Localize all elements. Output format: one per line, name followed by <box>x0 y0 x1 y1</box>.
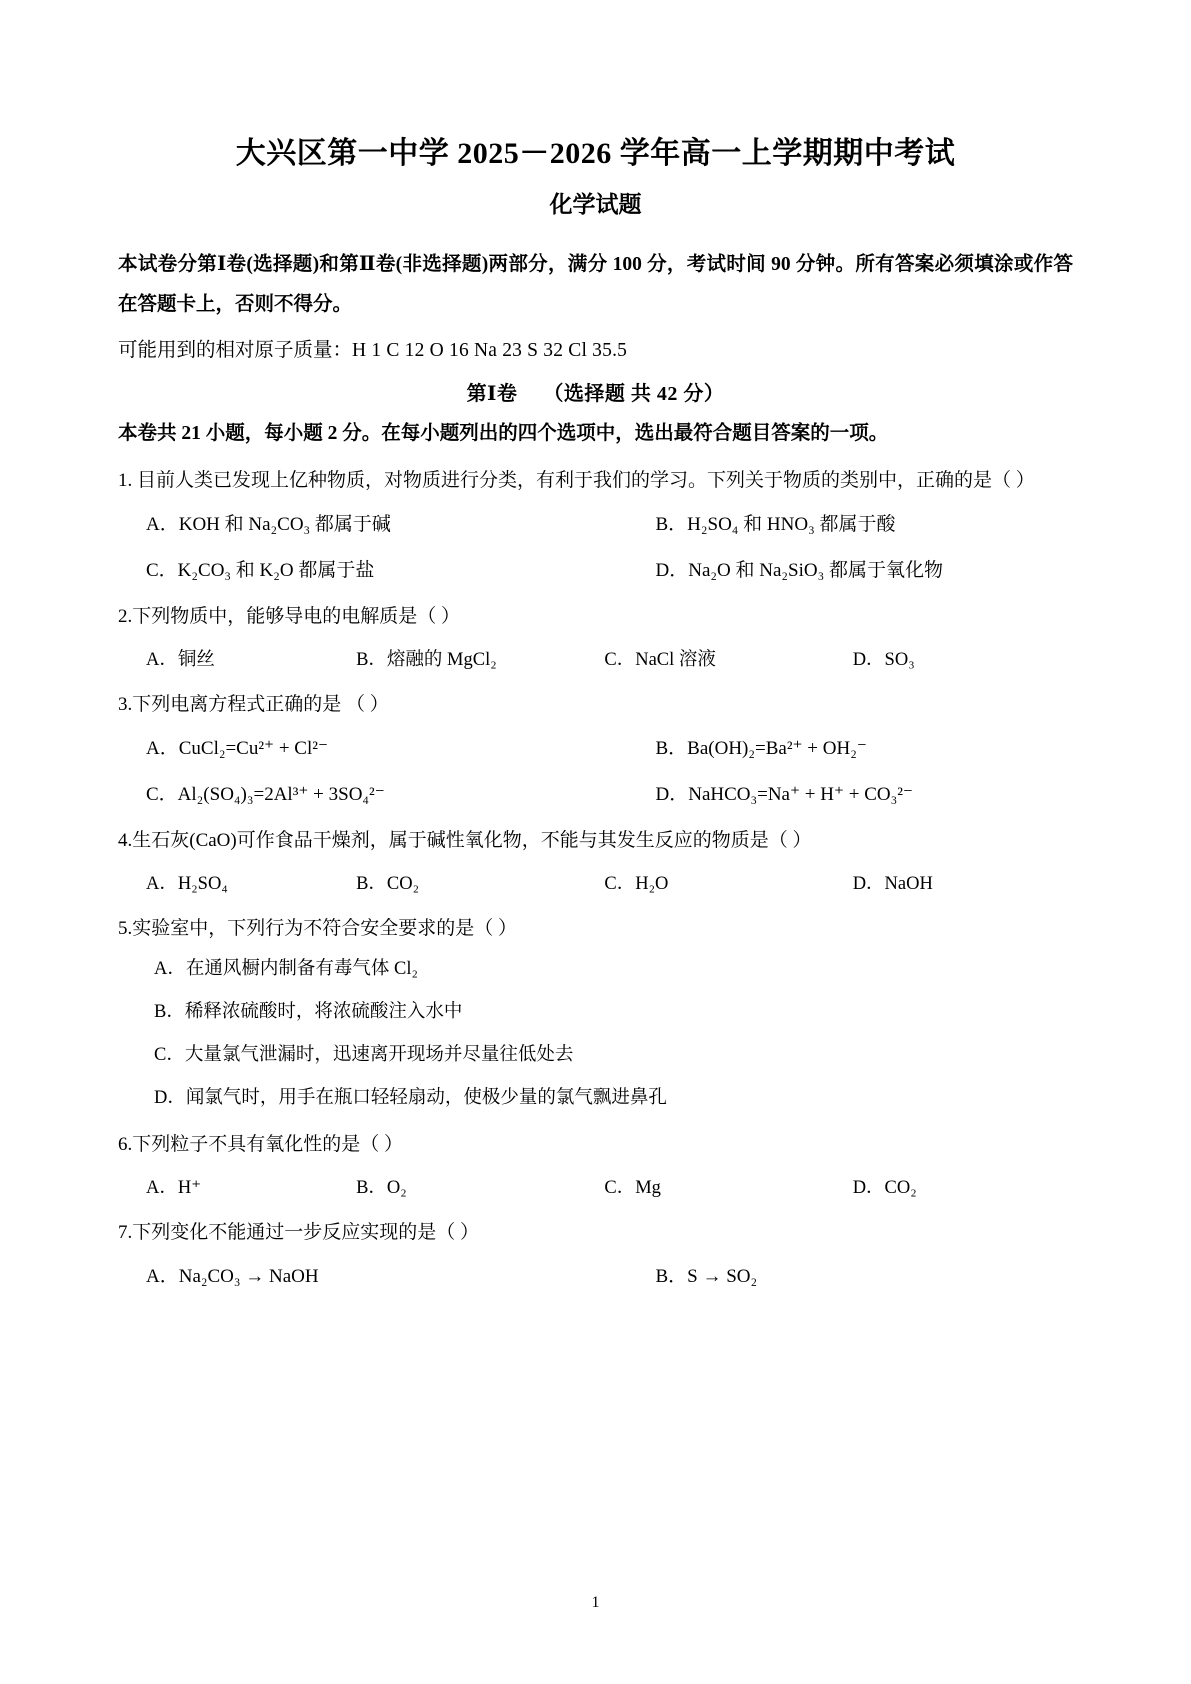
section-one-title: 第Ⅰ卷 <box>466 383 518 405</box>
question-options <box>118 550 1073 592</box>
option-item[interactable]: A．H₂SO₄ <box>146 874 228 894</box>
option-item[interactable]: B．Ba(OH)₂=Ba²⁺ + OH₂⁻ <box>655 738 867 759</box>
option-item[interactable]: B．O₂ <box>356 1178 407 1198</box>
question-number: 7. <box>118 1222 133 1243</box>
option-item[interactable]: B．H₂SO₄ 和 HNO₃ 都属于酸 <box>655 514 896 535</box>
relative-atomic-mass-line <box>118 331 1073 371</box>
option-item[interactable]: A．在通风橱内制备有毒气体 Cl₂ <box>154 959 418 979</box>
question-number: 4. <box>118 830 133 851</box>
option-item[interactable]: D．NaOH <box>852 874 933 894</box>
question-number: 2. <box>118 606 133 627</box>
option-item[interactable]: D．NaHCO₃=Na⁺ + H⁺ + CO₃²⁻ <box>655 784 913 805</box>
question-options <box>118 728 1073 770</box>
question-number: 1. <box>118 470 133 491</box>
question-stem <box>118 598 1073 636</box>
option-item[interactable]: C．大量氯气泄漏时，迅速离开现场并尽量往低处去 <box>154 1045 574 1065</box>
exam-instructions: 本试卷分第Ⅰ卷(选择题)和第Ⅱ卷(非选择题)两部分，满分 100 分，考试时间 90 分钟。所有答案必须填涂或作答在答题卡上，否则不得分。 <box>118 254 1073 315</box>
option-item[interactable]: B．S → SO₂ <box>655 1266 758 1287</box>
question-number: 6. <box>118 1134 133 1155</box>
option-item[interactable]: D．Na₂O 和 Na₂SiO₃ 都属于氧化物 <box>655 560 943 581</box>
question-stem <box>118 686 1073 724</box>
question-options <box>118 948 1073 1120</box>
option-item[interactable]: C．Mg <box>604 1178 661 1198</box>
question-options <box>118 774 1073 816</box>
page-title: 大兴区第一中学 2025－2026 学年高一上学期期中考试 <box>235 137 956 170</box>
question-text: 目前人类已发现上亿种物质，对物质进行分类，有利于我们的学习。下列关于物质的类别中，正确的是（ ） <box>137 470 1035 491</box>
option-item[interactable]: A．H⁺ <box>146 1178 201 1198</box>
question-text: 下列变化不能通过一步反应实现的是（ ） <box>132 1222 480 1243</box>
option-item[interactable]: D．SO₃ <box>852 650 915 670</box>
section-one-instruction: 本卷共 21 小题，每小题 2 分。在每小题列出的四个选项中，选出最符合题目答案的一项。 <box>118 423 889 444</box>
question-options <box>118 504 1073 546</box>
question-options <box>118 640 1073 680</box>
option-item[interactable]: D．闻氯气时，用手在瓶口轻轻扇动，使极少量的氯气飘进鼻孔 <box>154 1088 667 1108</box>
question-stem <box>118 1214 1073 1252</box>
option-item[interactable]: B．稀释浓硫酸时，将浓硫酸注入水中 <box>154 1002 463 1022</box>
option-item[interactable]: C．K₂CO₃ 和 K₂O 都属于盐 <box>146 560 375 581</box>
question-text: 下列粒子不具有氧化性的是（ ） <box>132 1134 404 1155</box>
option-item[interactable]: A．CuCl₂=Cu²⁺ + Cl²⁻ <box>146 738 328 759</box>
question-options <box>118 864 1073 904</box>
question-stem <box>118 462 1073 500</box>
question-stem <box>118 1126 1073 1164</box>
question-stem <box>118 822 1073 860</box>
option-item[interactable]: D．CO₂ <box>852 1178 917 1198</box>
relative-mass-values: H 1 C 12 O 16 Na 23 S 32 Cl 35.5 <box>352 340 628 361</box>
question-options <box>118 1256 1073 1298</box>
question-stem <box>118 910 1073 948</box>
question-text: 下列电离方程式正确的是 （ ） <box>132 694 389 715</box>
question-options <box>118 1168 1073 1208</box>
section-one-note: （选择题 共 42 分） <box>543 383 725 405</box>
question-number: 5. <box>118 918 133 939</box>
question-text: 实验室中，下列行为不符合安全要求的是（ ） <box>132 918 518 939</box>
option-item[interactable]: C．NaCl 溶液 <box>604 650 716 670</box>
page-subtitle: 化学试题 <box>549 192 642 217</box>
relative-mass-label: 可能用到的相对原子质量： <box>118 340 353 361</box>
option-item[interactable]: C．Al₂(SO₄)₃=2Al³⁺ + 3SO₄²⁻ <box>146 784 385 805</box>
section-one-heading <box>118 377 1073 406</box>
option-item[interactable]: A．Na₂CO₃ → NaOH <box>146 1266 319 1287</box>
option-item[interactable]: A．KOH 和 Na₂CO₃ 都属于碱 <box>146 514 391 535</box>
question-number: 3. <box>118 694 133 715</box>
option-item[interactable]: A．铜丝 <box>146 650 215 670</box>
option-item[interactable]: C．H₂O <box>604 874 669 894</box>
question-text: 生石灰(CaO)可作食品干燥剂，属于碱性氧化物，不能与其发生反应的物质是（ ） <box>132 830 812 851</box>
option-item[interactable]: B．CO₂ <box>356 874 420 894</box>
option-item[interactable]: B．熔融的 MgCl₂ <box>356 650 497 670</box>
question-text: 下列物质中，能够导电的电解质是（ ） <box>132 606 461 627</box>
page-number: 1 <box>591 1594 600 1611</box>
